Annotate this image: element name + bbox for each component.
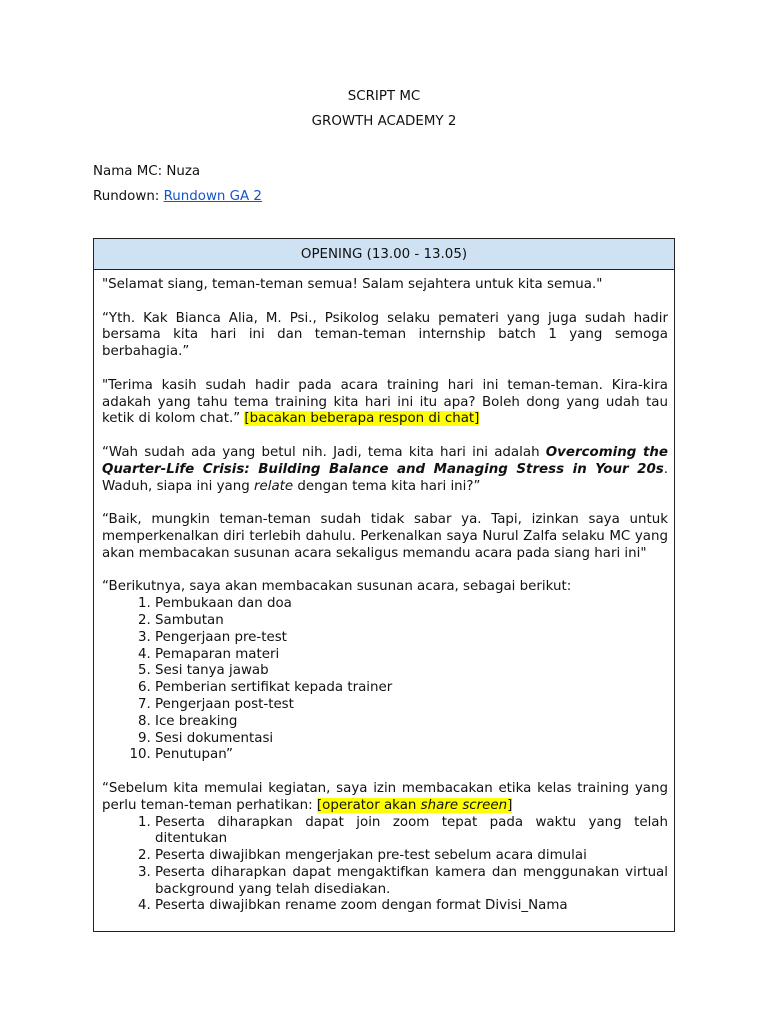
- operator-instruction-highlight: [operator akan share screen]: [316, 797, 513, 813]
- etiquette-rule-item: 4. Peserta diwajibkan rename zoom dengan format Divisi_Nama: [155, 898, 668, 915]
- theme-paragraph: [102, 445, 668, 495]
- theme-text-c: dengan tema kita hari ini?”: [293, 478, 481, 494]
- thanks-paragraph: [102, 378, 668, 428]
- rundown-link[interactable]: Rundown GA 2: [163, 189, 262, 204]
- rundown-label: Rundown:: [93, 189, 164, 204]
- section-body: [94, 270, 674, 915]
- theme-text-a: “Wah sudah ada yang betul nih. Jadi, tema kita hari ini adalah: [102, 444, 546, 460]
- etiquette-intro: [102, 781, 668, 815]
- relate-word: relate: [254, 478, 294, 494]
- opening-section-table: [93, 238, 675, 932]
- etiquette-text: “Sebelum kita memulai kegiatan, saya izin membacakan etika kelas training yang perlu teman-teman perhatikan:: [102, 780, 668, 813]
- training-theme: Overcoming the Quarter-Life Crisis: Building Balance and Managing Stress in Your 20s: [102, 444, 668, 477]
- etiquette-rule-item: 3. Peserta diharapkan dapat mengaktifkan kamera dan menggunakan virtual background yang telah disediakan.: [155, 865, 668, 899]
- document-subtitle: GROWTH ACADEMY 2: [311, 114, 457, 129]
- theme-text-b: . Waduh, siapa ini yang: [102, 461, 668, 494]
- etiquette-list: [102, 815, 668, 916]
- agenda-item: 2. Sambutan: [155, 613, 668, 630]
- chat-instruction-highlight: [bacakan beberapa respon di chat]: [244, 411, 480, 427]
- greeting-paragraph: "Selamat siang, teman-teman semua! Salam sejahtera untuk kita semua.": [102, 277, 603, 292]
- agenda-item: 10. Penutupan”: [155, 747, 668, 764]
- mc-name: Nama MC: Nuza: [93, 164, 201, 179]
- document-title: SCRIPT MC: [347, 89, 421, 104]
- agenda-item: 1. Pembukaan dan doa: [155, 596, 668, 613]
- agenda-item: 3. Pengerjaan pre-test: [155, 630, 668, 647]
- agenda-item: 6. Pemberian sertifikat kepada trainer: [155, 680, 668, 697]
- agenda-item: 8. Ice breaking: [155, 714, 668, 731]
- rundown-line: [93, 189, 262, 204]
- thanks-text: "Terima kasih sudah hadir pada acara training hari ini teman-teman. Kira-kira adakah yang tahu tema training kita hari ini itu apa? Boleh dong yang udah tau ketik di kolom chat.”: [102, 377, 668, 427]
- salutation-paragraph: “Yth. Kak Bianca Alia, M. Psi., Psikolog selaku pemateri yang juga sudah hadir bersama kita hari ini dan teman-teman internship batch 1 yang semoga berbahagia.”: [102, 310, 668, 360]
- agenda-item: 4. Pemaparan materi: [155, 647, 668, 664]
- section-heading: OPENING (13.00 - 13.05): [94, 239, 674, 270]
- agenda-item: 5. Sesi tanya jawab: [155, 663, 668, 680]
- etiquette-rule-item: 2. Peserta diwajibkan mengerjakan pre-test sebelum acara dimulai: [155, 848, 668, 865]
- agenda-list: [102, 596, 668, 764]
- agenda-item: 7. Pengerjaan post-test: [155, 697, 668, 714]
- agenda-intro: “Berikutnya, saya akan membacakan susunan acara, sebagai berikut:: [102, 579, 572, 595]
- etiquette-rule-item: 1. Peserta diharapkan dapat join zoom tepat pada waktu yang telah ditentukan: [155, 815, 668, 849]
- intro-paragraph: “Baik, mungkin teman-teman sudah tidak sabar ya. Tapi, izinkan saya untuk memperkenalkan diri terlebih dahulu. Perkenalkan saya Nurul Zalfa selaku MC yang akan membacakan susunan acara sekaligus memandu acara pada siang hari ini": [102, 512, 668, 561]
- agenda-item: 9. Sesi dokumentasi: [155, 731, 668, 748]
